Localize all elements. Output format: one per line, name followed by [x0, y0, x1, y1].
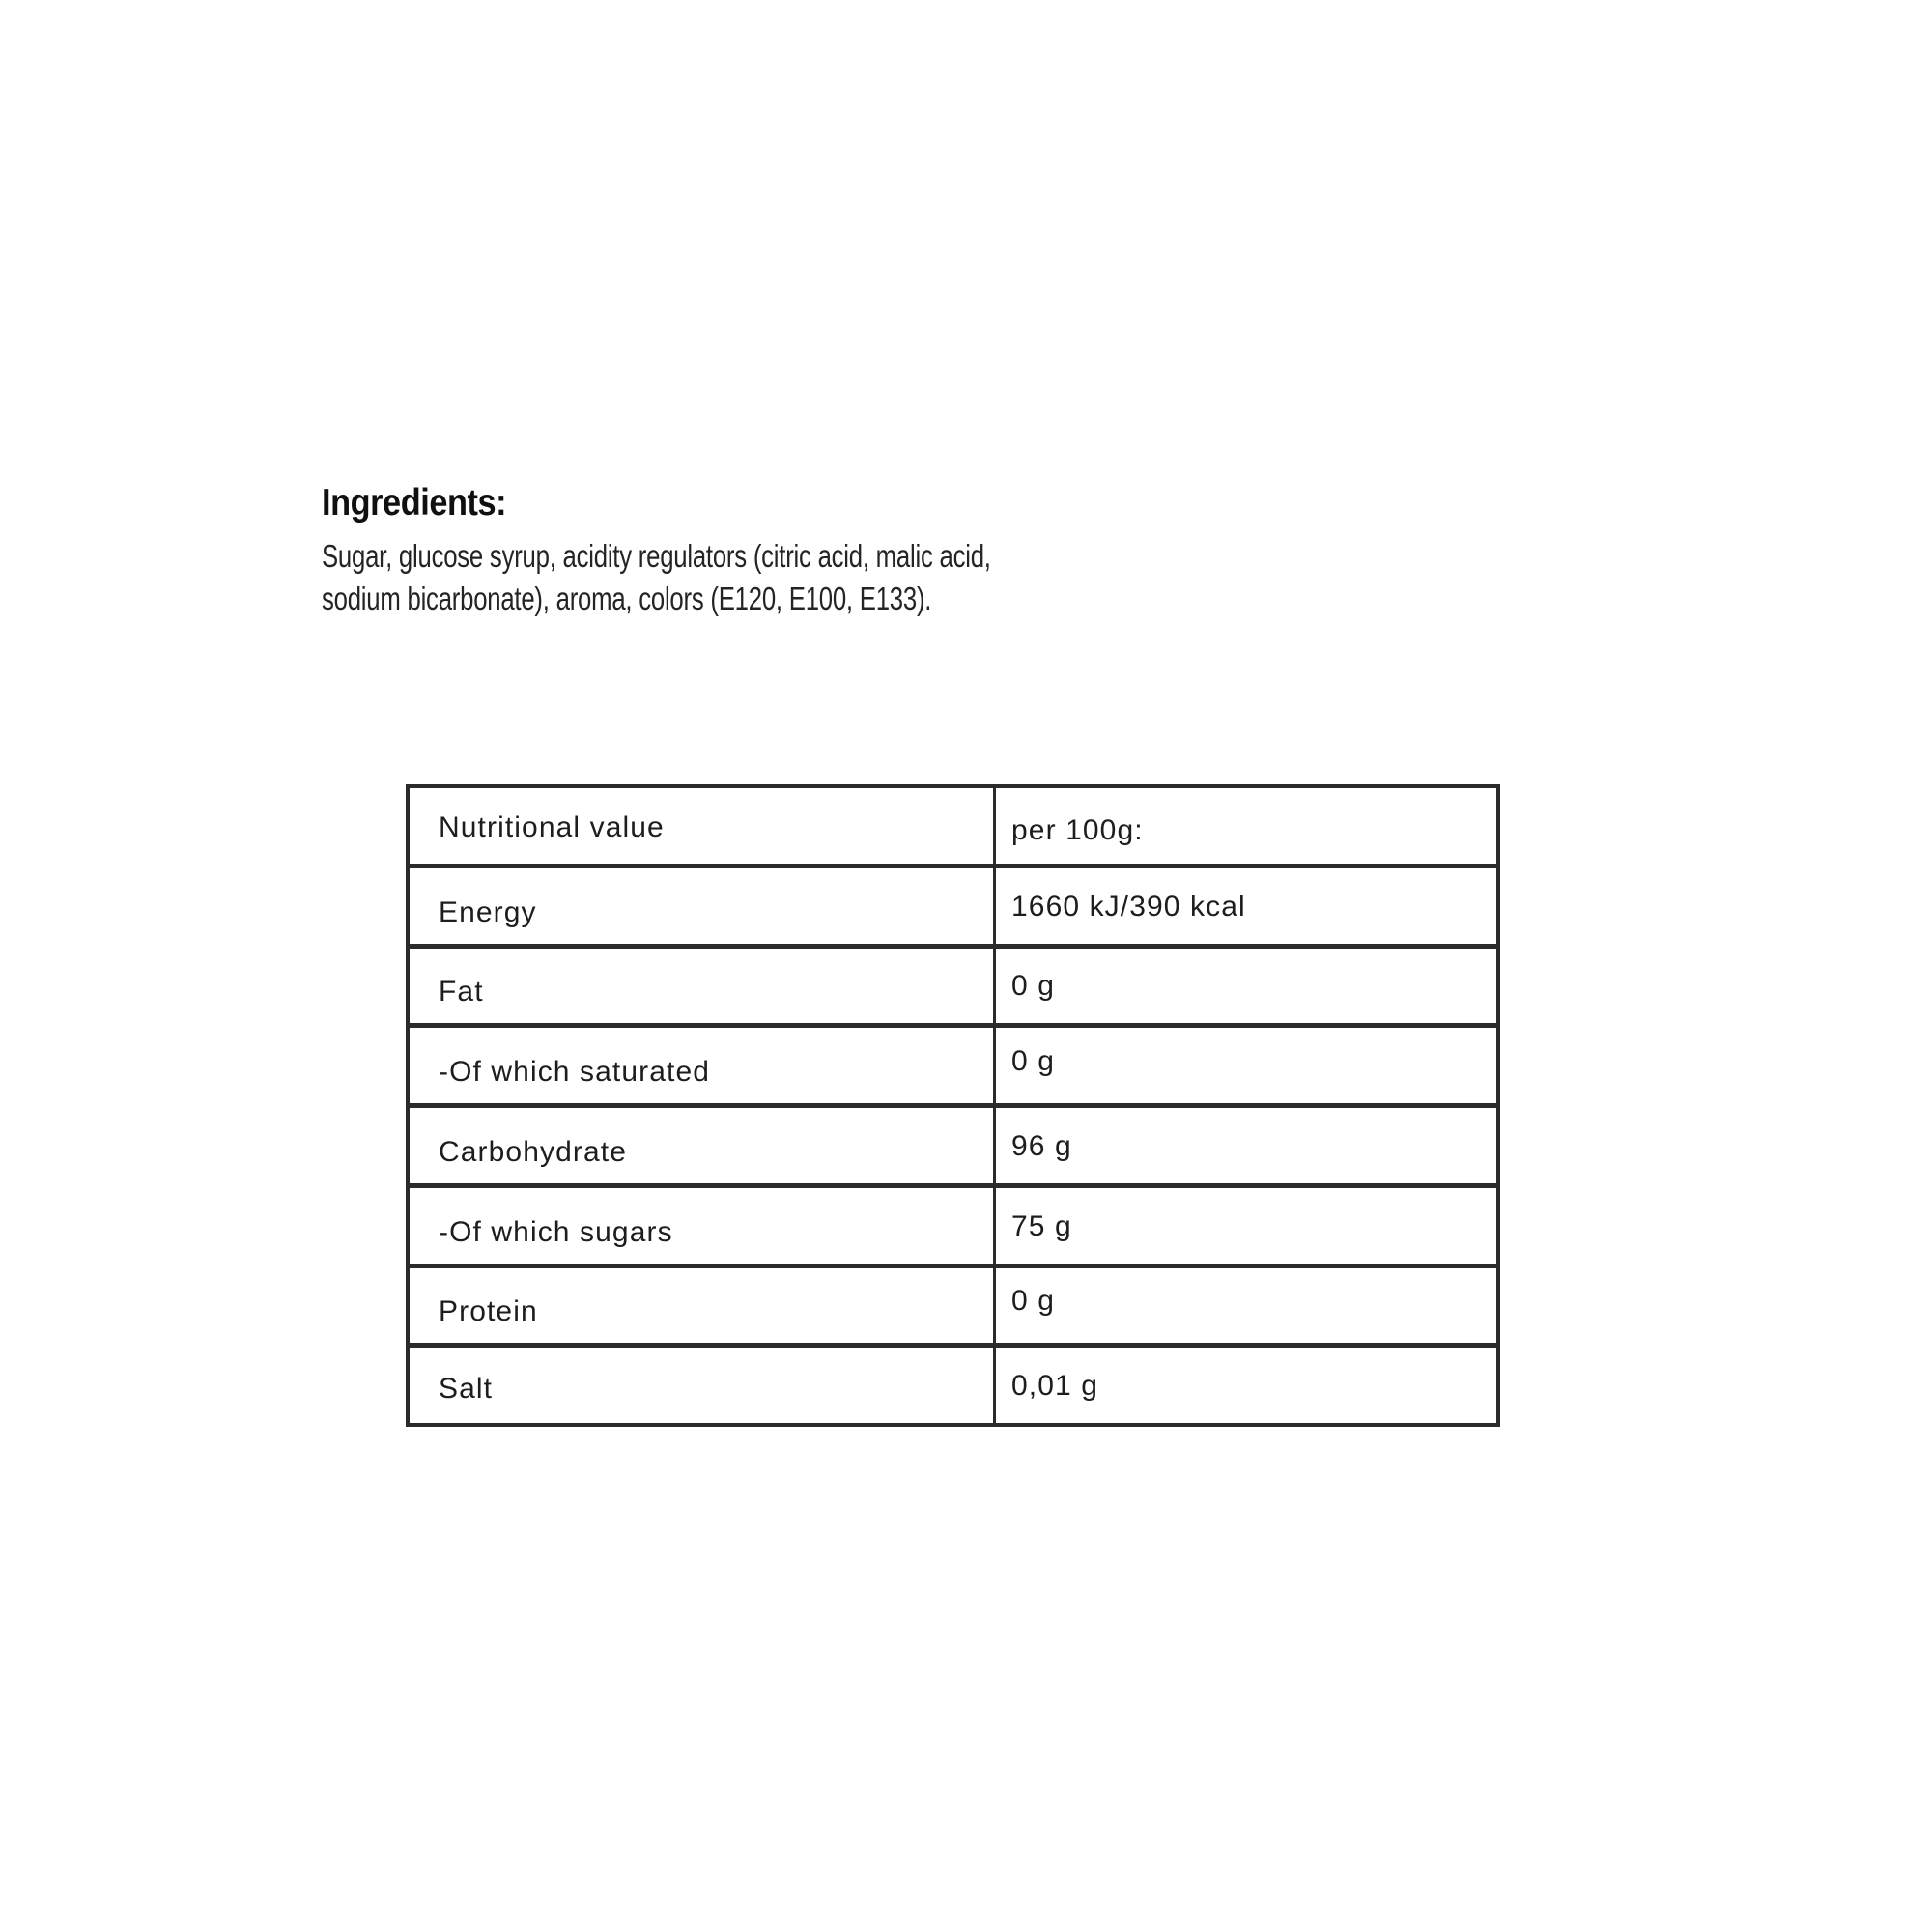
ingredients-heading: Ingredients: — [322, 482, 507, 524]
row-label: Carbohydrate — [410, 1108, 996, 1183]
table-row-saturated — [410, 1028, 1496, 1108]
table-row-sugars — [410, 1188, 1496, 1268]
ingredients-line-1: Sugar, glucose syrup, acidity regulators (citric acid, malic acid, — [322, 538, 991, 574]
header-value-per-100g: per 100g: — [1011, 813, 1144, 846]
ingredients-text — [322, 535, 1377, 620]
table-row-carbohydrate — [410, 1108, 1496, 1188]
row-label: Fat — [410, 949, 996, 1024]
row-label: Salt — [410, 1348, 996, 1423]
row-label: -Of which sugars — [410, 1188, 996, 1264]
table-row-protein — [410, 1268, 1496, 1349]
row-value: 0 g — [1011, 1045, 1056, 1077]
row-label: Energy — [410, 868, 996, 944]
row-value: 96 g — [1011, 1129, 1072, 1162]
table-header-row — [410, 788, 1496, 868]
ingredients-line-2: sodium bicarbonate), aroma, colors (E120, E100, E133). — [322, 581, 932, 616]
row-value: 0 g — [1011, 1285, 1056, 1318]
row-label: Protein — [410, 1268, 996, 1344]
table-row-energy — [410, 868, 1496, 949]
row-label: -Of which saturated — [410, 1028, 996, 1103]
table-row-salt — [410, 1348, 1496, 1423]
row-value: 0 g — [1011, 970, 1056, 1003]
table-row-fat — [410, 949, 1496, 1029]
row-value: 0,01 g — [1011, 1370, 1099, 1402]
nutrition-table — [406, 784, 1500, 1427]
header-label-nutritional-value: Nutritional value — [410, 788, 996, 864]
ingredients-section — [322, 480, 1674, 620]
row-value: 1660 kJ/390 kcal — [1011, 890, 1246, 923]
row-value: 75 g — [1011, 1209, 1072, 1242]
